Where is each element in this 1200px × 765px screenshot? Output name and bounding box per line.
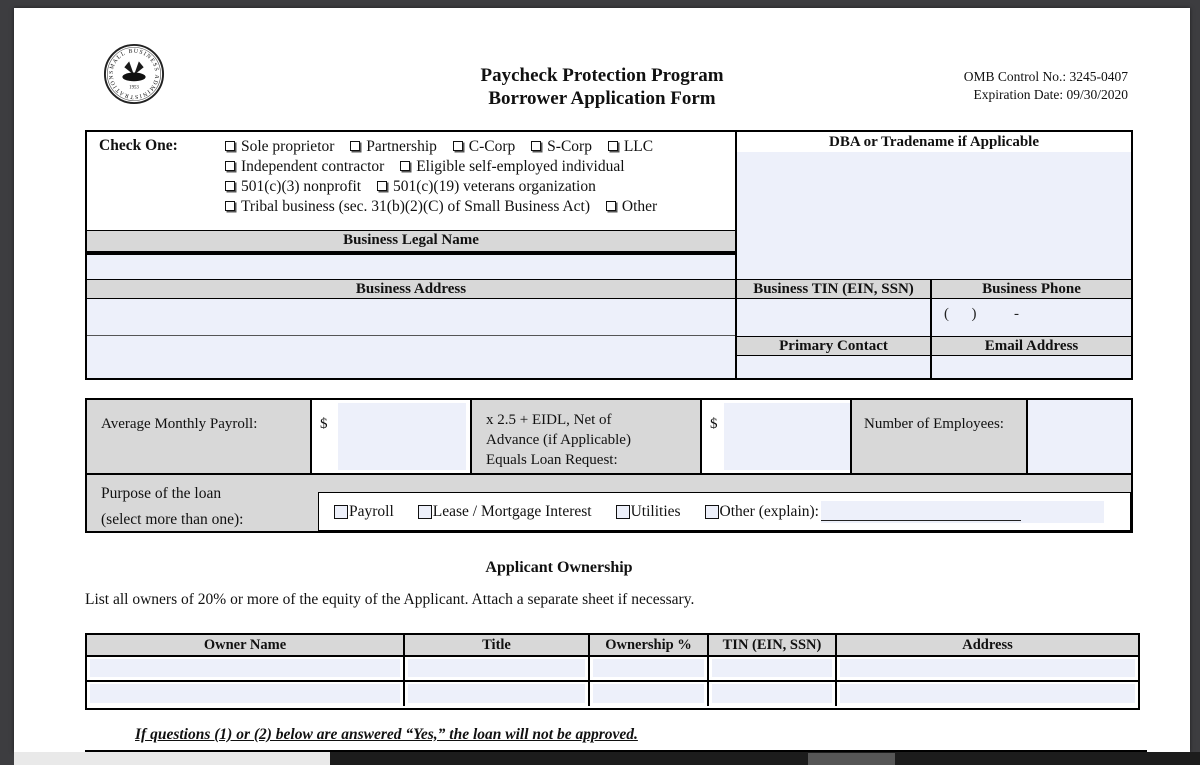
owner-pct-input[interactable] <box>593 684 704 703</box>
owner-address-cell <box>837 682 1138 706</box>
checkbox-c-corp[interactable] <box>453 141 463 151</box>
loan-approval-warning: If questions (1) or (2) below are answered “Yes,” the loan will not be approved. <box>135 726 638 743</box>
business-phone-input[interactable] <box>932 299 1131 336</box>
purpose-option-label: Other (explain): <box>719 502 819 520</box>
email-address-header: Email Address <box>984 338 1079 354</box>
loan-amount-row <box>87 400 1131 473</box>
checkbox-independent-contractor[interactable] <box>225 161 235 171</box>
employees-input[interactable] <box>1028 400 1131 473</box>
purpose-option-label: Lease / Mortgage Interest <box>432 502 592 520</box>
email-address-input[interactable] <box>932 356 1131 378</box>
entity-type-column <box>87 132 737 378</box>
option-label: C-Corp <box>468 138 516 155</box>
purpose-label-line1: Purpose of the loan <box>101 485 222 502</box>
loan-request-input[interactable] <box>724 403 850 470</box>
avg-payroll-cell <box>312 400 472 473</box>
business-phone-header: Business Phone <box>982 281 1081 297</box>
title-header: Title <box>405 635 590 655</box>
checkbox-lease-mortgage[interactable] <box>418 505 432 519</box>
checkbox-llc[interactable] <box>608 141 618 151</box>
checkbox-501c19-veterans[interactable] <box>377 181 387 191</box>
owner-pct-cell <box>590 657 709 680</box>
checkbox-s-corp[interactable] <box>531 141 541 151</box>
omb-expiration-date: Expiration Date: 09/30/2020 <box>973 87 1128 102</box>
business-legal-name-header: Business Legal Name <box>87 230 735 255</box>
omb-block <box>964 68 1128 104</box>
checkbox-501c3-nonprofit[interactable] <box>225 181 235 191</box>
entity-options-row <box>225 137 669 157</box>
seal-year: 1953 <box>129 85 139 91</box>
tin-phone-header-row <box>737 279 1131 299</box>
entity-type-options <box>225 137 669 230</box>
option-label: Independent contractor <box>241 158 385 175</box>
option-label: Tribal business (sec. 31(b)(2)(C) of Small Business Act) <box>241 198 591 215</box>
purpose-options-box <box>318 492 1131 531</box>
owner-address-cell <box>837 657 1138 680</box>
address-header: Address <box>962 637 1013 653</box>
owner-name-input[interactable] <box>90 684 400 703</box>
other-explain-underline <box>821 520 1021 521</box>
avg-payroll-label: Average Monthly Payroll: <box>87 400 312 473</box>
option-label: S-Corp <box>547 138 592 155</box>
primary-contact-header: Primary Contact <box>737 337 932 355</box>
check-one-label: Check One: <box>99 137 178 154</box>
option-label: Other <box>621 198 658 215</box>
owner-name-header: Owner Name <box>87 635 405 655</box>
option-label: LLC <box>623 138 654 155</box>
dba-header: DBA or Tradename if Applicable <box>737 132 1131 152</box>
owner-name-cell <box>87 657 405 680</box>
form-title-line2: Borrower Application Form <box>488 88 716 109</box>
horizontal-scrollbar-thumb[interactable] <box>808 753 895 765</box>
checkbox-utilities[interactable] <box>616 505 630 519</box>
formula-line: Equals Loan Request: <box>486 452 618 468</box>
owner-title-cell <box>405 682 590 706</box>
formula-line: x 2.5 + EIDL, Net of <box>486 412 612 428</box>
dollar-sign: $ <box>710 416 718 432</box>
tin-header: TIN (EIN, SSN) <box>709 635 837 655</box>
purpose-label-line2: (select more than one): <box>101 511 244 528</box>
contact-email-input-row <box>737 356 1131 378</box>
phone-format-hint: ( ) - <box>944 306 1019 322</box>
business-tin-input[interactable] <box>737 299 932 336</box>
owner-pct-input[interactable] <box>593 659 704 677</box>
dollar-sign: $ <box>320 416 328 432</box>
entity-options-row <box>225 197 669 217</box>
option-label: Partnership <box>366 138 437 155</box>
business-tin-header: Business TIN (EIN, SSN) <box>737 280 932 298</box>
employees-label: Number of Employees: <box>852 400 1028 473</box>
checkbox-other-purpose[interactable] <box>705 505 719 519</box>
business-address-input-line1[interactable] <box>87 299 735 336</box>
purpose-label <box>101 481 243 533</box>
owner-title-input[interactable] <box>408 659 585 677</box>
entity-options-row <box>225 177 669 197</box>
form-page <box>14 8 1190 752</box>
owner-address-input[interactable] <box>840 659 1135 677</box>
owner-tin-input[interactable] <box>712 684 832 703</box>
purpose-option-label: Utilities <box>630 502 681 520</box>
tin-phone-input-row <box>737 299 1131 336</box>
business-identity-table <box>85 130 1133 380</box>
option-label: 501(c)(19) veterans organization <box>392 178 596 195</box>
seal-text: SMALL BUSINESS ADMINISTRATION <box>108 48 160 100</box>
owner-tin-cell <box>709 682 837 706</box>
ownership-table-header <box>87 635 1138 657</box>
applicant-ownership-heading: Applicant Ownership <box>485 559 633 576</box>
checkbox-other-entity[interactable] <box>606 201 616 211</box>
checkbox-partnership[interactable] <box>350 141 360 151</box>
owner-tin-input[interactable] <box>712 659 832 677</box>
contact-email-header-row <box>737 336 1131 356</box>
ownership-instruction: List all owners of 20% or more of the equity of the Applicant. Attach a separate sheet if necessary. <box>85 591 695 608</box>
avg-payroll-input[interactable] <box>338 403 466 470</box>
primary-contact-input[interactable] <box>737 356 932 378</box>
business-address-header: Business Address <box>87 279 735 299</box>
owner-row-1 <box>87 657 1138 682</box>
formula-line: Advance (if Applicable) <box>486 432 631 448</box>
ownership-pct-header: Ownership % <box>590 635 709 655</box>
dba-input[interactable] <box>737 152 1131 279</box>
checkbox-sole-proprietor[interactable] <box>225 141 235 151</box>
owner-title-input[interactable] <box>408 684 585 703</box>
owner-name-input[interactable] <box>90 659 400 677</box>
loan-request-cell <box>702 400 852 473</box>
entity-options-row <box>225 157 669 177</box>
loan-purpose-row <box>87 473 1131 531</box>
loan-formula-label <box>472 400 702 473</box>
bottom-bar-light-segment <box>14 752 330 765</box>
viewer-bottom-bar <box>0 752 1200 765</box>
owner-address-input[interactable] <box>840 684 1135 703</box>
option-label: 501(c)(3) nonprofit <box>241 178 362 195</box>
ownership-table <box>85 633 1140 710</box>
other-explain-input[interactable] <box>821 501 1104 523</box>
purpose-option-label: Payroll <box>349 502 394 520</box>
checkbox-tribal-business[interactable] <box>225 201 235 211</box>
owner-tin-cell <box>709 657 837 680</box>
owner-row-2 <box>87 682 1138 706</box>
option-label: Sole proprietor <box>241 138 335 155</box>
owner-name-cell <box>87 682 405 706</box>
owner-title-cell <box>405 657 590 680</box>
checkbox-payroll[interactable] <box>334 505 348 519</box>
option-label: Eligible self-employed individual <box>416 158 625 175</box>
check-one-section <box>87 132 735 230</box>
owner-pct-cell <box>590 682 709 706</box>
checkbox-self-employed[interactable] <box>400 161 410 171</box>
business-address-input-line2[interactable] <box>87 336 735 378</box>
business-legal-name-input[interactable] <box>87 255 735 279</box>
business-contact-column <box>737 132 1131 378</box>
bottom-bar-dark-segment <box>330 752 1200 765</box>
loan-request-table <box>85 398 1133 533</box>
form-title-line1: Paycheck Protection Program <box>480 65 724 86</box>
omb-control-number: OMB Control No.: 3245-0407 <box>963 69 1128 84</box>
